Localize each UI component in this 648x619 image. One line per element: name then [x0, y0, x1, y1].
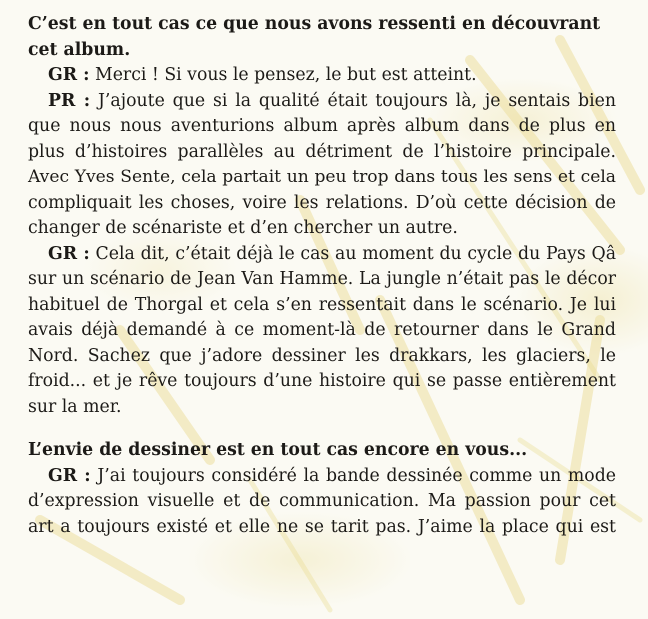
article-body — [28, 12, 616, 540]
paragraph-line: sur la mer. — [28, 396, 122, 417]
answer-text: Merci ! Si vous le pensez, le but est atteint. — [89, 65, 477, 85]
paragraph-line: que nous nous aventurions album après album dans de plus en — [28, 116, 616, 136]
paragraph-first-line — [28, 242, 616, 268]
section-spacer — [28, 420, 616, 438]
question-line: cet album. — [28, 39, 131, 60]
paragraph-first-line — [28, 63, 616, 89]
paragraph-line: habituel de Thorgal et cela s’en ressentait dans le scénario. Je lui — [28, 294, 616, 315]
speaker-label: PR : — [48, 90, 91, 111]
question-line: L’envie de dessiner est en tout cas encore en vous... — [28, 440, 528, 460]
answer-text: J’ajoute que si la qualité était toujours là, je sentais bien — [90, 90, 616, 111]
paragraph-line: art a toujours existé et elle ne se tarit pas. J’aime la place qui est — [28, 516, 616, 537]
paragraph-line: Avec Yves Sente, cela partait un peu trop dans tous les sens et cela — [28, 167, 616, 187]
paragraph-line: changer de scénariste et d’en chercher un autre. — [28, 218, 458, 238]
paragraph-first-line — [28, 464, 616, 490]
paragraph-line: froid... et je rêve toujours d’une histoire qui se passe entièrement — [28, 371, 616, 391]
paragraph-line: sur un scénario de Jean Van Hamme. La jungle n’était pas le décor — [28, 269, 616, 289]
paragraph-line: d’expression visuelle et de communication. Ma passion pour cet — [28, 491, 616, 511]
paragraph-line: avais déjà demandé à ce moment-là de retourner dans le Grand — [28, 320, 616, 340]
speaker-label: GR : — [48, 65, 90, 85]
paragraph-line: plus d’histoires parallèles au détriment de l’histoire principale. — [28, 141, 616, 162]
answer-text: J’ai toujours considéré la bande dessinée comme un mode — [90, 465, 616, 486]
question-line: C’est en tout cas ce que nous avons ressenti en découvrant — [28, 14, 601, 34]
speaker-label: GR : — [48, 243, 90, 264]
answer-text: Cela dit, c’était déjà le cas au moment du cycle du Pays Qâ — [89, 243, 616, 264]
paragraph-first-line — [28, 89, 616, 115]
speaker-label: GR : — [48, 465, 91, 486]
paragraph-line: compliquait les choses, voire les relations. D’où cette décision de — [28, 192, 616, 213]
paragraph-line: Nord. Sachez que j’adore dessiner les drakkars, les glaciers, le — [28, 345, 616, 366]
